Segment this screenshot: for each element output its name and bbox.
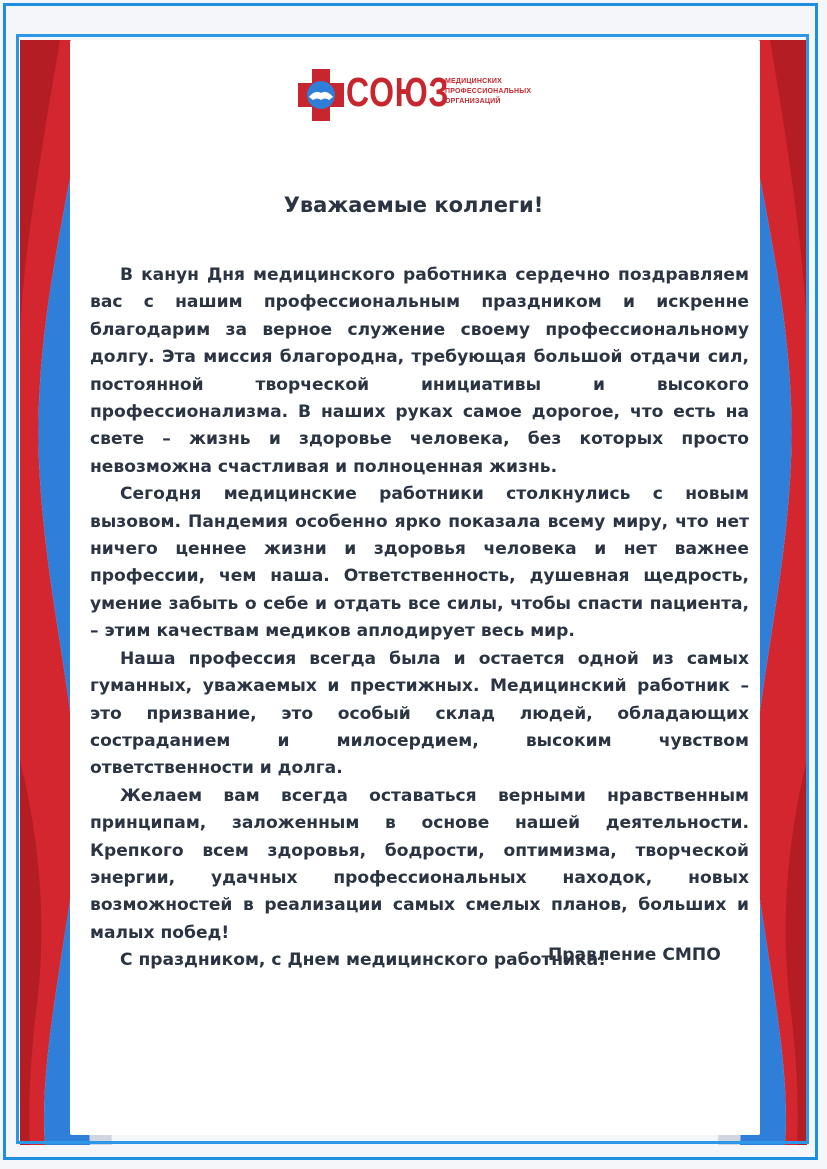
letter-heading: Уважаемые коллеги! [283,193,544,217]
body-paragraph: С праздником, с Днем медицинского работника! [120,950,606,971]
letter-body [90,262,749,975]
logo-subtitle-line: ПРОФЕССИОНАЛЬНЫХ [445,88,532,95]
handshake-cross-icon [296,67,346,123]
letter-signature: Правление СМПО [548,945,721,965]
logo-wordmark: СОЮЗ [346,69,450,115]
logo-subtitle [445,77,531,107]
logo-subtitle-line: МЕДИЦИНСКИХ [445,78,502,85]
logo-subtitle-line: ОРГАНИЗАЦИЙ [445,98,501,105]
body-paragraph: Сегодня медицинские работники столкнулись с новым вызовом. Пандемия особенно ярко показала всему миру, что нет ничего ценнее жизни и здоровья человека и нет важнее профессии, чем наша. Ответственность, душевная щедрость, умение забыть о себе и отдать все силы, чтобы спасти пациента, – этим качествам медиков аплодирует весь мир. [90,484,749,642]
body-paragraph: Желаем вам всегда оставаться верными нравственным принципам, заложенным в основе нашей деятельности. Крепкого всем здоровья, бодрости, оптимизма, творческой энергии, удачных профессиональных находок, новых возможностей в реализации самых смелых планов, больших и малых побед! [90,785,749,943]
body-paragraph: В канун Дня медицинского работника сердечно поздравляем вас с нашим профессиональным праздником и искренне благодарим за верное служение своему профессиональному долгу. Эта миссия благородна, требующая большой отдачи сил, постоянной творческой инициативы и высокого профессионализма. В наших руках самое дорогое, что есть на свете – жизнь и здоровье человека, без которых просто невозможна счастливая и полноценная жизнь. [90,265,749,477]
body-paragraph: Наша профессия всегда была и остается одной из самых гуманных, уважаемых и престижных. Медицинский работник – это призвание, это особый склад людей, обладающих состраданием и милосердием, высоким чувством ответственности и долга. [90,648,749,779]
organization-logo [296,67,536,123]
